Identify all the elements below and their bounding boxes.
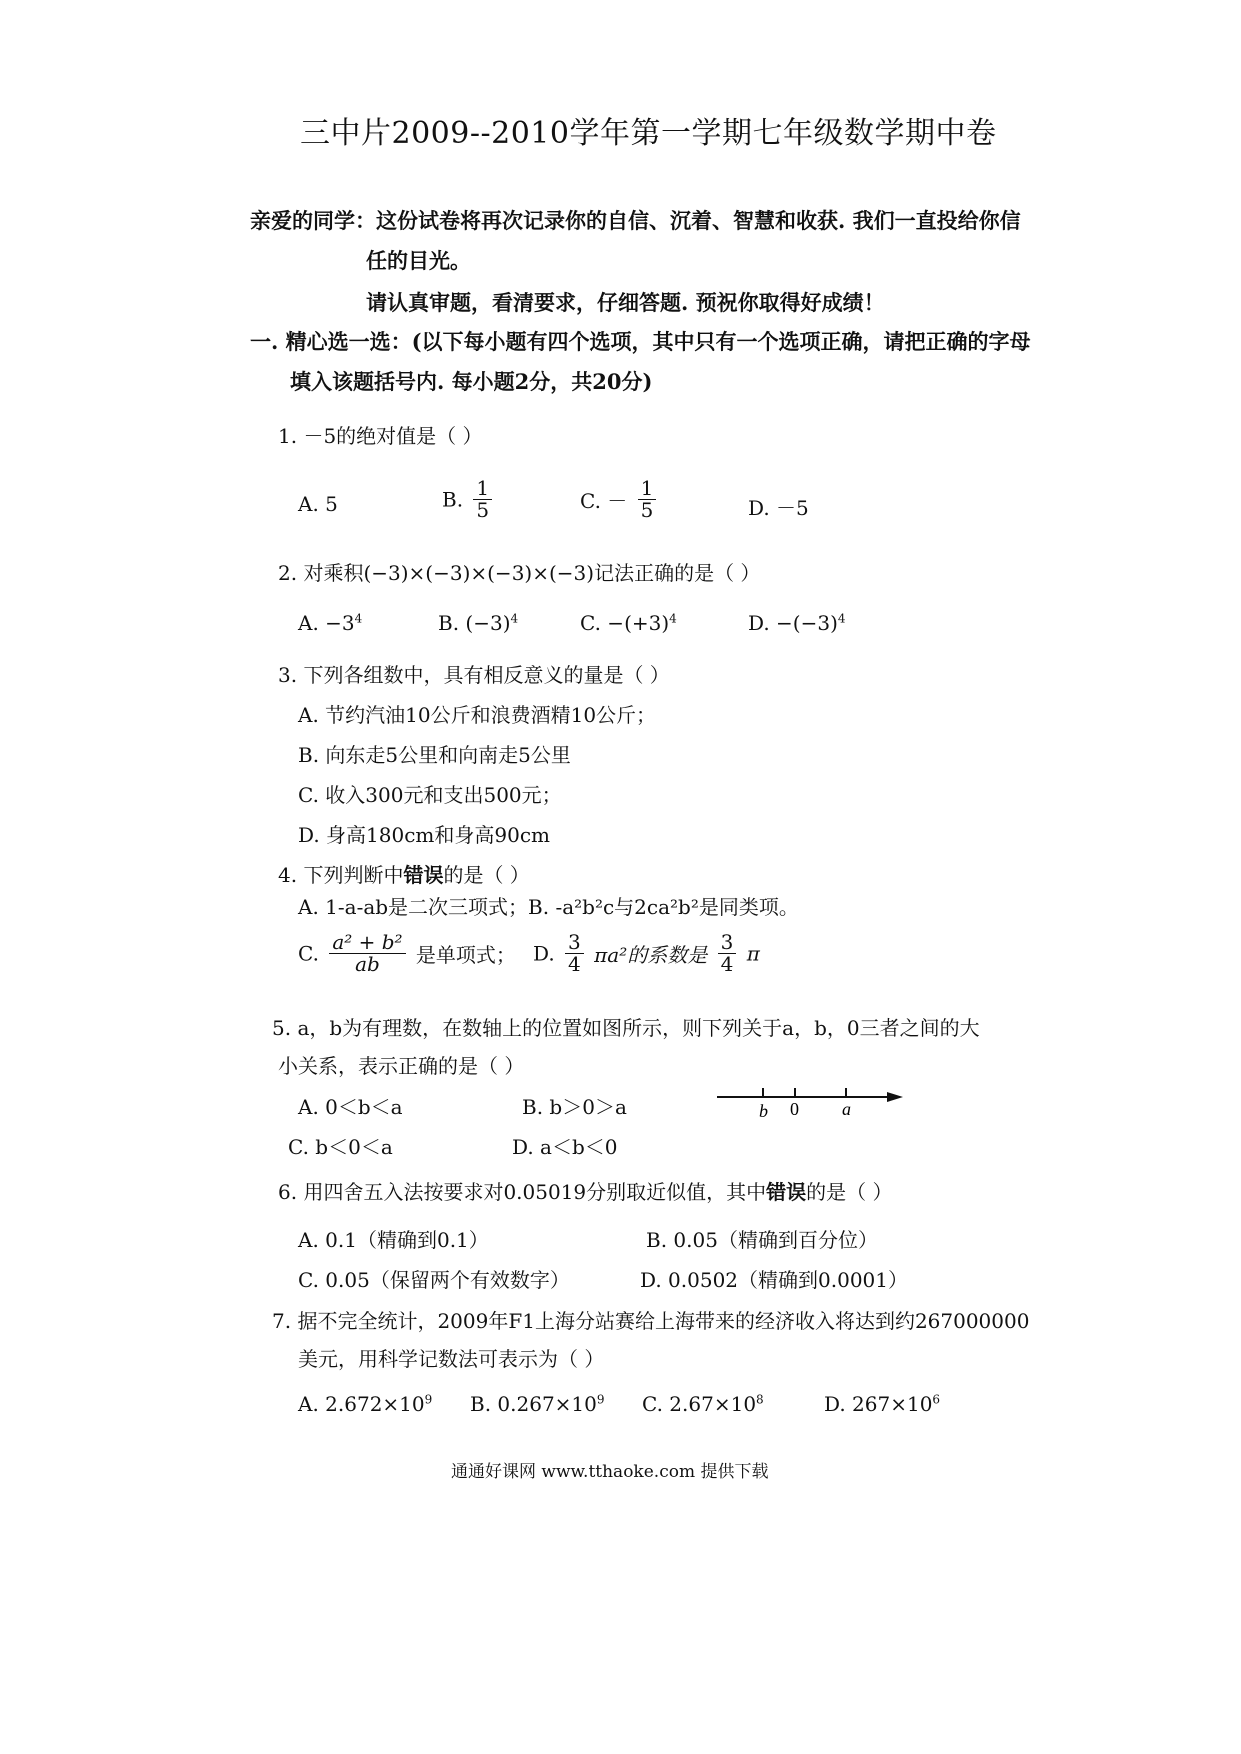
q6-stem: 6. 用四舍五入法按要求对0.05019分别取近似值，其中错误的是（ ） (278, 1180, 893, 1204)
q7-line-1: 7. 据不完全统计，2009年F1上海分站赛给上海带来的经济收入将达到约267000000 (272, 1309, 1030, 1333)
q5-option-c: C. b＜0＜a (288, 1135, 393, 1159)
number-line-figure (715, 1085, 905, 1125)
q2-option-b: B. $(-3)^4$ (438, 611, 519, 635)
q7-option-d: D. $267\times 10^6$ (824, 1392, 941, 1416)
label-0: 0 (790, 1099, 799, 1119)
q5-line-2: 小关系，表示正确的是（ ） (278, 1054, 525, 1078)
q1-stem: 1. －5的绝对值是（ ） (278, 424, 483, 448)
number-line-arrow (887, 1092, 903, 1102)
q6-option-b: B. 0.05（精确到百分位） (646, 1228, 878, 1252)
q3-option-c: C. 收入300元和支出500元； (298, 783, 562, 807)
section-heading-2: 填入该题括号内. 每小题2分，共20分) (290, 369, 653, 394)
q2-option-a: A. $-3^4$ (298, 611, 363, 635)
q7-line-2: 美元，用科学记数法可表示为（ ） (298, 1347, 605, 1371)
q5-option-a: A. 0＜b＜a (298, 1095, 403, 1119)
q5-option-d: D. a＜b＜0 (512, 1135, 618, 1159)
q4-option-c: C. $\frac{\text{a² + b²}}{ab}$ 是单项式； (298, 930, 516, 976)
q4-options-ab: A. 1-a-ab是二次三项式；B. -a²b²c与2ca²b²是同类项。 (298, 895, 799, 919)
q3-option-d: D. 身高180cm和身高90cm (298, 823, 550, 847)
q4-option-d: D. $\frac{3}{4}$ πa²的系数是 $\frac{3}{4}$ π (533, 930, 760, 976)
label-a: a (842, 1099, 851, 1119)
q2-option-d: D. $-(-3)^4$ (748, 611, 846, 635)
q1-option-d: D. －5 (748, 496, 809, 520)
q1-option-a: A. 5 (298, 492, 338, 516)
intro-line-1: 亲爱的同学：这份试卷将再次记录你的自信、沉着、智慧和收获. 我们一直投给你信 (250, 208, 1021, 233)
q6-option-d: D. 0.0502（精确到0.0001） (640, 1268, 908, 1292)
intro-line-2: 任的目光。 (366, 248, 471, 273)
page-title: 三中片2009--2010学年第一学期七年级数学期中卷 (300, 116, 997, 151)
q1-option-c: C. － $\frac{1}{5}$ (580, 478, 660, 521)
q7-option-b: B. $0.267\times 10^9$ (470, 1392, 605, 1416)
q6-option-c: C. 0.05（保留两个有效数字） (298, 1268, 570, 1292)
q3-stem: 3. 下列各组数中，具有相反意义的量是（ ） (278, 663, 670, 687)
q6-option-a: A. 0.1（精确到0.1） (298, 1228, 489, 1252)
q3-option-b: B. 向东走5公里和向南走5公里 (298, 743, 571, 767)
q1-option-b: B. $\frac{1}{5}$ (442, 478, 496, 521)
q4-stem: 4. 下列判断中错误的是（ ） (278, 863, 530, 887)
q7-option-a: A. $2.672\times 10^9$ (298, 1392, 433, 1416)
q5-option-b: B. b＞0＞a (522, 1095, 627, 1119)
intro-line-3: 请认真审题，看清要求，仔细答题. 预祝你取得好成绩！ (366, 290, 885, 315)
q7-option-c: C. $2.67\times 10^8$ (642, 1392, 764, 1416)
q2-stem: 2. 对乘积(−3)×(−3)×(−3)×(−3)记法正确的是（ ） (278, 561, 761, 585)
q3-option-a: A. 节约汽油10公斤和浪费酒精10公斤； (298, 703, 657, 727)
page-footer: 通通好课网 www.tthaoke.com 提供下载 (451, 1462, 769, 1482)
section-heading-1: 一. 精心选一选：(以下每小题有四个选项，其中只有一个选项正确，请把正确的字母 (250, 329, 1031, 354)
q2-option-c: C. $-(+3)^4$ (580, 611, 677, 635)
label-b: b (759, 1101, 768, 1121)
q5-line-1: 5. a，b为有理数，在数轴上的位置如图所示，则下列关于a，b，0三者之间的大 (272, 1016, 980, 1040)
